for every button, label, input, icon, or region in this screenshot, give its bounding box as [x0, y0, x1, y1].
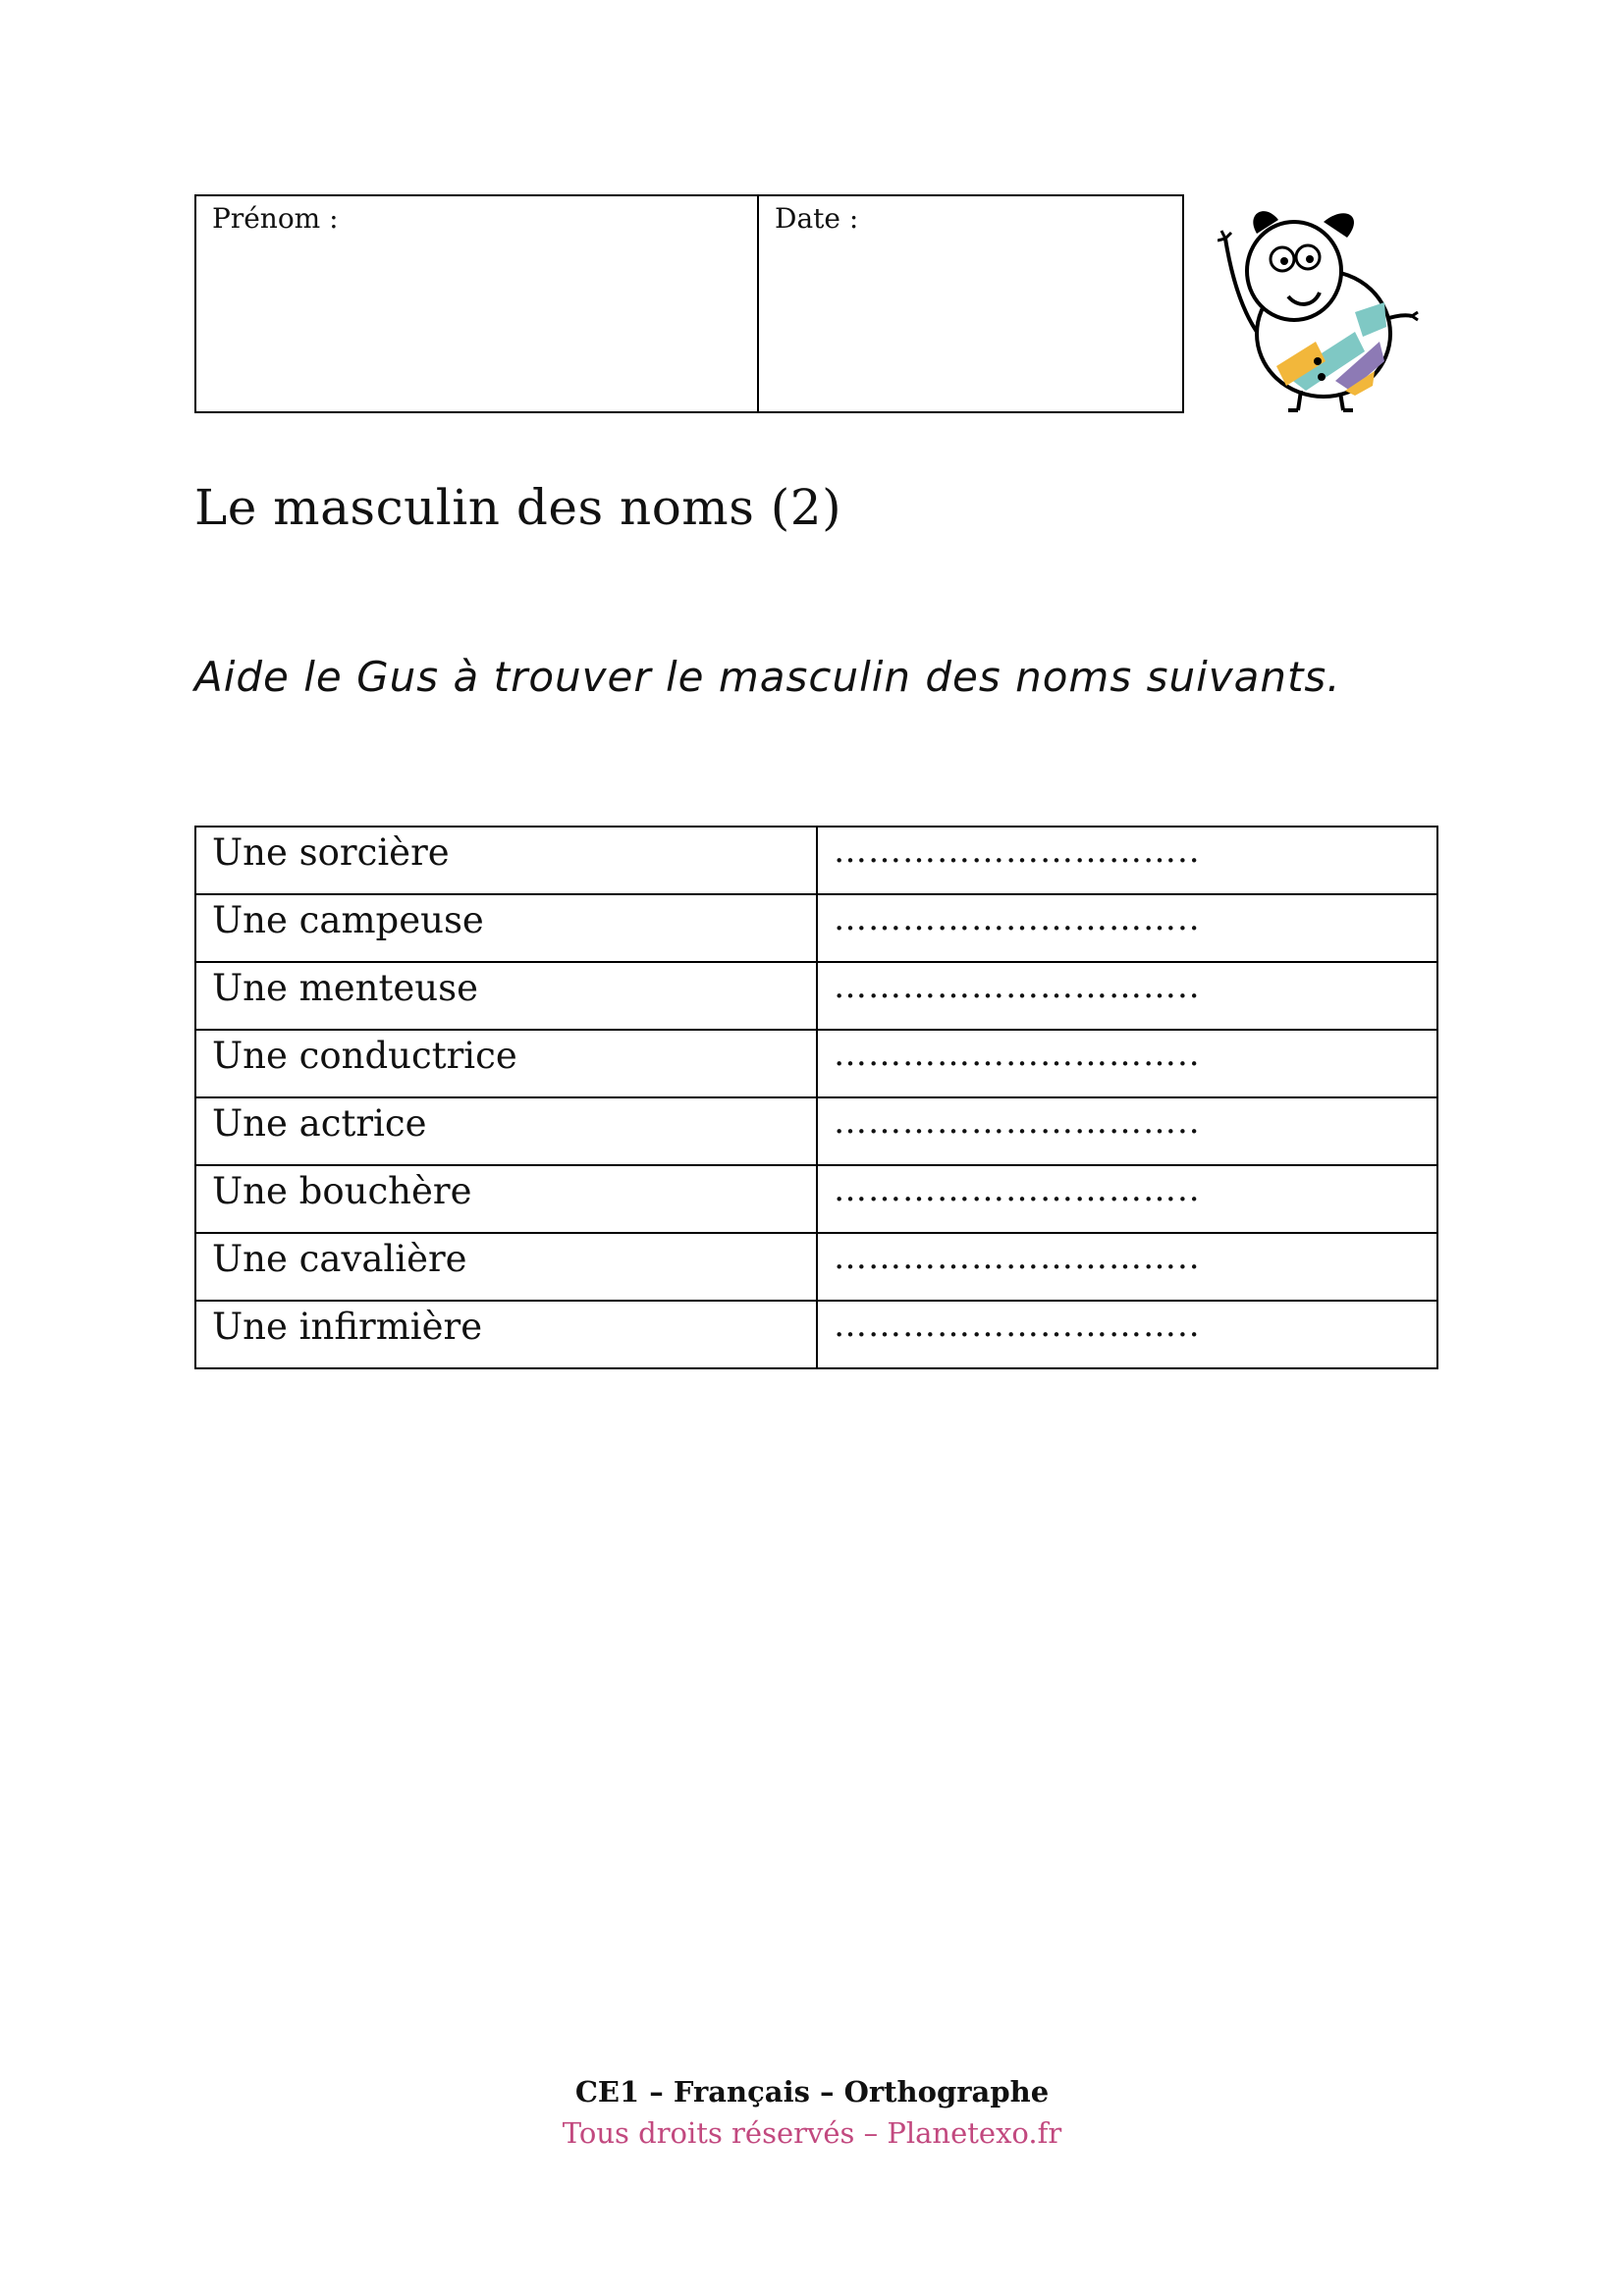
answer-blank[interactable]: ………………………….. [817, 1233, 1437, 1301]
answer-blank[interactable]: ………………………….. [817, 827, 1437, 894]
name-field[interactable] [196, 196, 759, 411]
page-title: Le masculin des noms (2) [194, 479, 842, 536]
answer-blank[interactable]: ………………………….. [817, 962, 1437, 1030]
answer-blank[interactable]: ………………………….. [817, 1030, 1437, 1097]
table-row [195, 1030, 1437, 1097]
exercise-instruction: Aide le Gus à trouver le masculin des noms suivants. [194, 653, 1341, 701]
table-row [195, 894, 1437, 962]
answer-blank[interactable]: ………………………….. [817, 1301, 1437, 1368]
feminine-noun: Une campeuse [195, 894, 817, 962]
name-label: Prénom : [212, 202, 339, 235]
feminine-noun: Une actrice [195, 1097, 817, 1165]
exercise-table [194, 826, 1438, 1369]
table-row [195, 827, 1437, 894]
answer-blank[interactable]: ………………………….. [817, 894, 1437, 962]
answer-blank[interactable]: ………………………….. [817, 1165, 1437, 1233]
feminine-noun: Une infirmière [195, 1301, 817, 1368]
table-row [195, 1165, 1437, 1233]
student-info-box [194, 194, 1184, 413]
feminine-noun: Une cavalière [195, 1233, 817, 1301]
answer-blank[interactable]: ………………………….. [817, 1097, 1437, 1165]
date-field[interactable] [759, 196, 1182, 411]
table-row [195, 1097, 1437, 1165]
table-row [195, 1301, 1437, 1368]
feminine-noun: Une bouchère [195, 1165, 817, 1233]
feminine-noun: Une sorcière [195, 827, 817, 894]
gus-sheep-mascot-icon [1218, 194, 1430, 416]
footer-course-label: CE1 – Français – Orthographe [574, 2075, 1050, 2109]
feminine-noun: Une conductrice [195, 1030, 817, 1097]
feminine-noun: Une menteuse [195, 962, 817, 1030]
footer-copyright-link[interactable]: Tous droits réservés – Planetexo.fr [562, 2116, 1062, 2150]
table-row [195, 1233, 1437, 1301]
table-row [195, 962, 1437, 1030]
date-label: Date : [775, 202, 859, 235]
